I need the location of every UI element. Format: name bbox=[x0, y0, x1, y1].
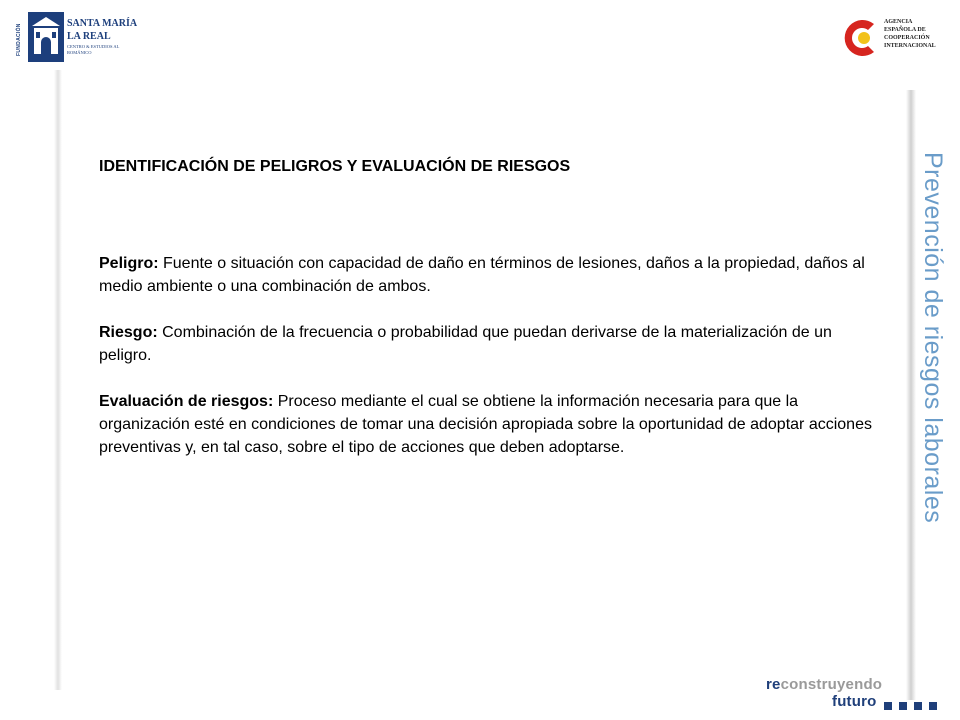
term-riesgo: Riesgo: bbox=[99, 324, 158, 341]
definition-riesgo bbox=[99, 321, 884, 367]
footer-squares bbox=[884, 697, 944, 715]
aecid-line-2: ESPAÑOLA DE bbox=[884, 27, 926, 33]
logo-left-vertical-text: FUNDACIÓN bbox=[16, 23, 22, 57]
aecid-line-3: COOPERACIÓN bbox=[884, 35, 930, 41]
square-icon bbox=[884, 702, 892, 710]
footer-construyendo: construyendo bbox=[780, 676, 883, 693]
logo-left-line2: LA REAL bbox=[67, 31, 111, 42]
aecid-logo bbox=[840, 14, 952, 66]
definition-peligro-text: Fuente o situación con capacidad de daño en términos de lesiones, daños a la propiedad, daños al medio ambiente o una combinación de ambos. bbox=[99, 255, 865, 295]
definition-evaluacion bbox=[99, 390, 884, 459]
footer-futuro: futuro bbox=[832, 693, 877, 710]
term-peligro: Peligro: bbox=[99, 255, 159, 272]
aecid-line-4: INTERNACIONAL bbox=[884, 43, 936, 49]
definition-riesgo-text: Combinación de la frecuencia o probabilidad que puedan derivarse de la materialización de un peligro. bbox=[99, 324, 832, 364]
reconstruyendo-futuro-logo bbox=[766, 676, 946, 716]
aecid-text bbox=[884, 18, 952, 50]
logo-left-line1: SANTA MARÍA bbox=[67, 18, 138, 29]
logo-left-small-text: CENTRO & ESTUDIOS AL ROMÁNICO bbox=[67, 44, 120, 55]
aecid-emblem-icon bbox=[840, 16, 884, 60]
page-heading: IDENTIFICACIÓN DE PELIGROS Y EVALUACIÓN DE RIESGOS bbox=[99, 158, 571, 175]
definitions-body bbox=[99, 252, 884, 482]
square-icon bbox=[929, 702, 937, 710]
definition-peligro bbox=[99, 252, 884, 298]
side-title: Prevención de riesgos laborales bbox=[919, 152, 947, 524]
footer-re: re bbox=[766, 676, 781, 693]
square-icon bbox=[914, 702, 922, 710]
aecid-line-1: AGENCIA bbox=[884, 19, 913, 25]
footer-line1 bbox=[766, 676, 882, 693]
definition-evaluacion-text: Proceso mediante el cual se obtiene la información necesaria para que la organización esté en condiciones de tomar una decisión apropiada sobre la oportunidad de adoptar acciones preventivas y, en tal caso, sobre el tipo de acciones que deben adoptarse. bbox=[99, 393, 872, 456]
building-icon bbox=[28, 12, 64, 62]
square-icon bbox=[899, 702, 907, 710]
fundacion-santa-maria-logo bbox=[14, 12, 138, 68]
left-divider-shadow bbox=[54, 70, 62, 690]
term-evaluacion: Evaluación de riesgos: bbox=[99, 393, 274, 410]
